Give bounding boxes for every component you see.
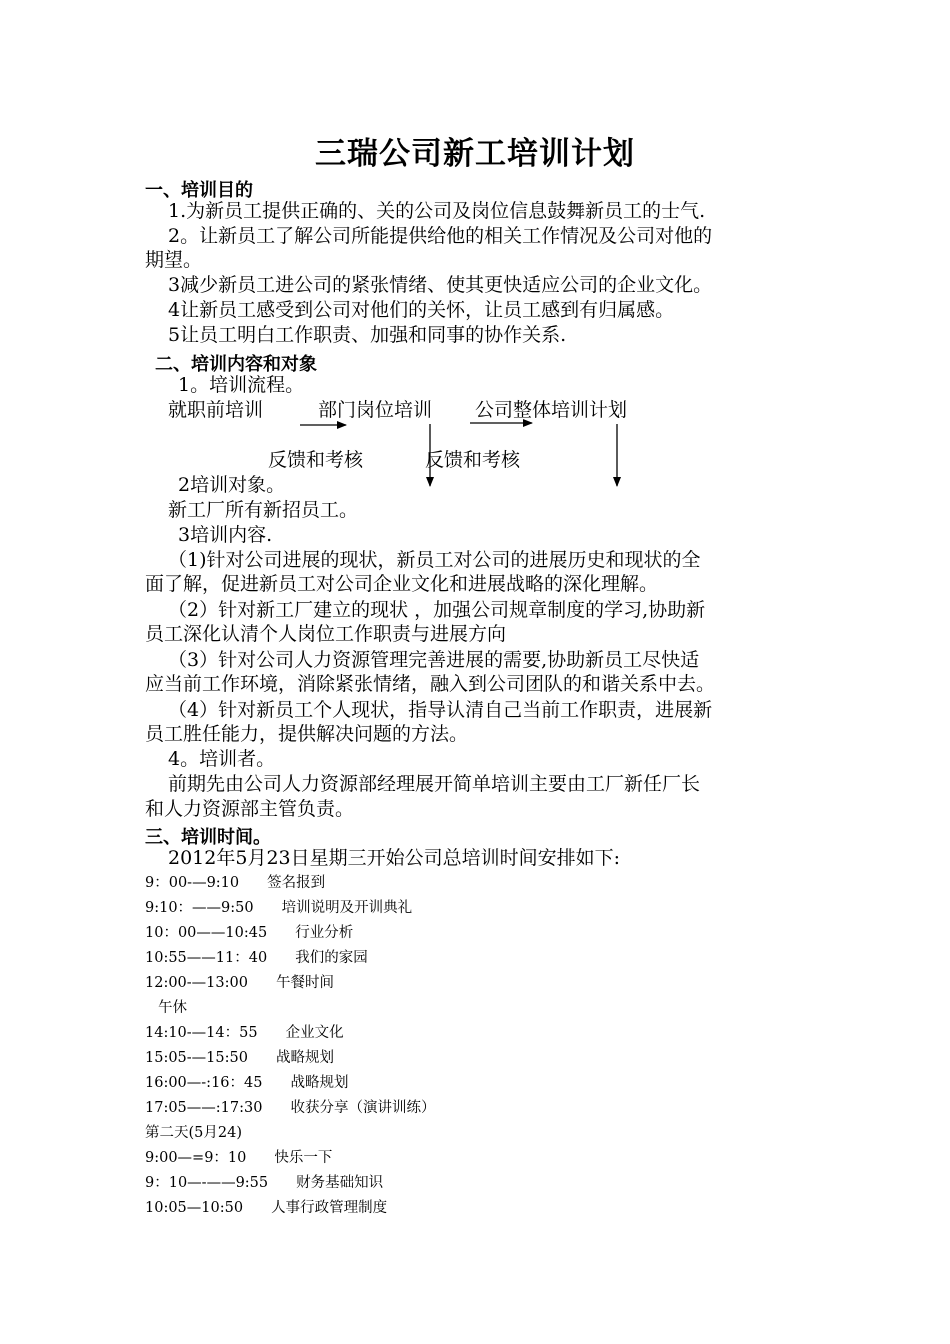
schedule-time: 10:55——11：40 (145, 950, 268, 966)
content-line: 面了解，促进新员工对公司企业文化和进展战略的深化理解。 (145, 573, 659, 595)
schedule-row (145, 873, 325, 893)
schedule-event: 战略规划 (275, 1050, 334, 1066)
content-line: 员工深化认清个人岗位工作职责与进展方向 (145, 623, 507, 645)
schedule-row (145, 923, 353, 943)
schedule-row (145, 973, 334, 993)
content-line: （2）针对新工厂建立的现状 ，加强公司规章制度的学习,协助新 (168, 599, 706, 621)
schedule-time: 15:05-—15:50 (145, 1050, 248, 1066)
purpose-item: 期望。 (145, 249, 203, 271)
schedule-row (145, 1123, 242, 1143)
schedule-time: 9:10：——9:50 (145, 900, 254, 916)
schedule-row (145, 1023, 344, 1043)
schedule-time: 12:00-—13:00 (145, 975, 248, 991)
schedule-event: 企业文化 (285, 1025, 344, 1041)
purpose-item: 2。让新员工了解公司所能提供给他的相关工作情况及公司对他的 (168, 225, 713, 247)
schedule-row (145, 898, 412, 918)
schedule-event: 快乐一下 (274, 1150, 333, 1166)
schedule-row (145, 1148, 332, 1168)
flow-feedback-1: 反馈和考核 (268, 449, 364, 471)
schedule-row (145, 948, 368, 968)
content-line: 应当前工作环境，消除紧张情绪，融入到公司团队的和谐关系中去。 (145, 673, 716, 695)
schedule-event: 行业分析 (295, 925, 354, 941)
schedule-event: 财务基础知识 (296, 1175, 384, 1191)
section-heading-purpose: 一、培训目的 (145, 180, 253, 201)
flow-feedback-2: 反馈和考核 (425, 449, 521, 471)
schedule-time: 午休 (158, 1000, 187, 1016)
target-label: 2培训对象。 (178, 474, 286, 496)
content-line: （1)针对公司进展的现状，新员工对公司的进展历史和现状的全 (168, 549, 701, 571)
purpose-item: 3减少新员工进公司的紧张情绪、使其更快适应公司的企业文化。 (168, 274, 713, 296)
document-title: 三瑞公司新工培训计划 (315, 136, 635, 172)
schedule-row (158, 998, 187, 1018)
trainer-line: 前期先由公司人力资源部经理展开简单培训主要由工厂新任厂长 (168, 773, 701, 795)
schedule-row (145, 1073, 348, 1093)
schedule-time: 9：10—-——9:55 (145, 1175, 269, 1191)
schedule-time: 16:00—-:16：45 (145, 1075, 263, 1091)
section-heading-content: 二、培训内容和对象 (155, 354, 317, 375)
schedule-intro: 2012年5月23日星期三开始公司总培训时间安排如下: (168, 847, 621, 869)
schedule-event: 午餐时间 (275, 975, 334, 991)
content-line: （3）针对公司人力资源管理完善进展的需要,协助新员工尽快适 (168, 649, 700, 671)
schedule-row (145, 1173, 383, 1193)
schedule-time: 9:00—=9：10 (145, 1150, 247, 1166)
schedule-time: 17:05——:17:30 (145, 1100, 263, 1116)
trainer-line: 和人力资源部主管负责。 (145, 798, 355, 820)
content-line: （4）针对新员工个人现状，指导认清自己当前工作职责，进展新 (168, 699, 713, 721)
schedule-event: 战略规划 (290, 1075, 349, 1091)
purpose-item: 4让新员工感受到公司对他们的关怀，让员工感到有归属感。 (168, 299, 675, 321)
schedule-time: 14:10-—14：55 (145, 1025, 258, 1041)
schedule-time: 9：00-—9:10 (145, 875, 240, 891)
trainer-label: 4。培训者。 (168, 748, 276, 770)
schedule-time: 10:05—10:50 (145, 1200, 244, 1216)
flow-label: 1。培训流程。 (178, 374, 305, 396)
schedule-row (145, 1048, 334, 1068)
content-label: 3培训内容. (178, 524, 273, 546)
schedule-event: 人事行政管理制度 (271, 1200, 388, 1216)
flow-step-pre-employment: 就职前培训 (168, 399, 264, 421)
purpose-item: 1.为新员工提供正确的、关的公司及岗位信息鼓舞新员工的士气. (168, 200, 706, 222)
schedule-time: 10：00——10:45 (145, 925, 268, 941)
section-heading-time: 三、培训时间。 (145, 827, 271, 848)
schedule-event: 我们的家园 (295, 950, 368, 966)
schedule-row (145, 1198, 387, 1218)
purpose-item: 5让员工明白工作职责、加强和同事的协作关系. (168, 324, 567, 346)
schedule-row (145, 1098, 435, 1118)
content-line: 员工胜任能力，提供解决问题的方法。 (145, 723, 469, 745)
target-text: 新工厂所有新招员工。 (168, 499, 359, 521)
schedule-event: 收获分享（演讲训练） (290, 1100, 436, 1116)
flow-step-department: 部门岗位培训 (318, 399, 433, 421)
schedule-event: 签名报到 (267, 875, 326, 891)
schedule-event: 培训说明及开训典礼 (281, 900, 413, 916)
schedule-time: 第二天(5月24) (145, 1125, 242, 1141)
flow-step-company: 公司整体培训计划 (475, 399, 628, 421)
